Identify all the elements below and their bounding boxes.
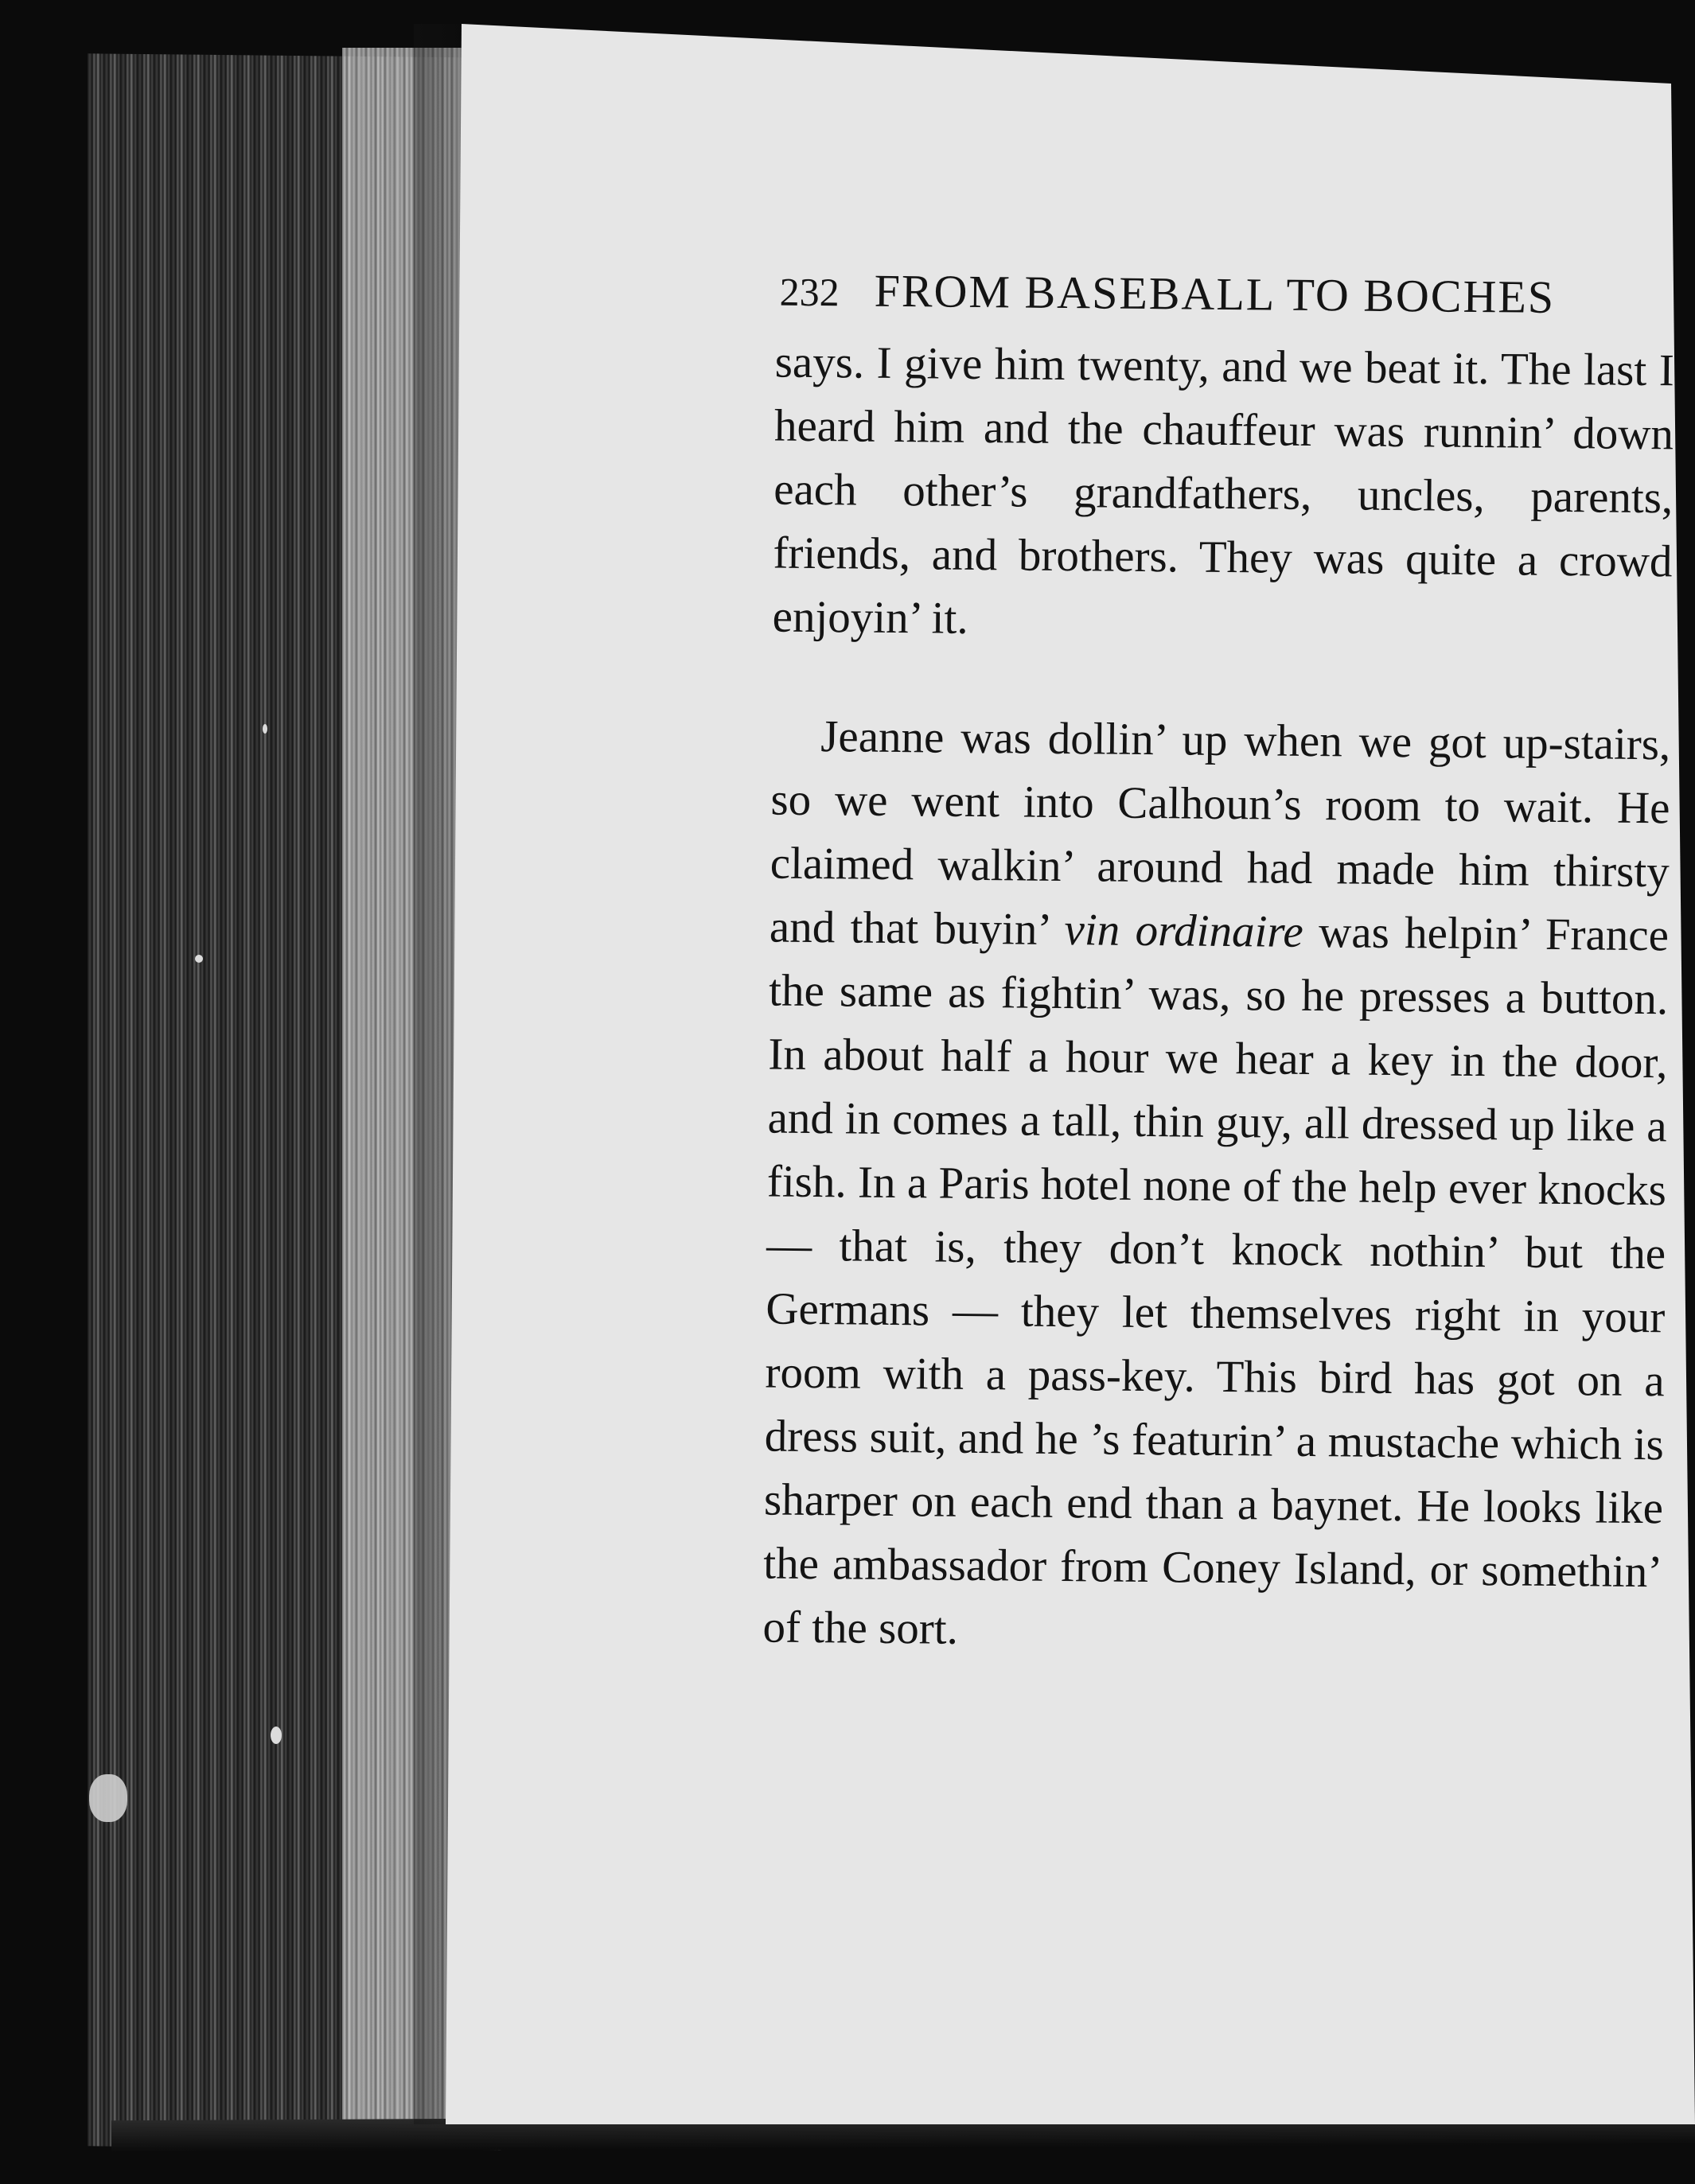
paper-blemish [89,1774,127,1822]
dust-speck [263,724,267,734]
paragraph-text: says. I give him twenty, and we beat it. The last I heard him and the chauffeur was runnin’ down each other’s grandfathers, uncles, parents, friends, and brothers. They was quite a crowd enjoyin’ it. [772,337,1675,644]
paragraph-text: Jeanne was dollin’ up when we got up-stairs, so we went into Calhoun’s room to wait. He claimed walkin’ around had made him thirsty and that buyin’ [769,711,1671,956]
page-text-block [719,263,1675,1668]
italic-phrase: vin ordinaire [1064,905,1304,957]
dust-speck [271,1727,282,1744]
book-title-header: FROM BASEBALL TO BOCHES [874,264,1556,323]
dust-speck [195,955,203,963]
paragraph-text: was helpin’ France the same as fightin’ was, so he presses a button. In about half a hour we hear a key in the door, and in comes a tall, thin guy, all dressed up like a fish. In a Paris hotel none of the help ever knocks — that is, they don’t knock nothin’ but the Germans — they let themselves right in your room with a pass-key. This bird has got on a dress suit, and he ’s featurin’ a mustache which is sharper on each end than a baynet. He looks like the ambassador from Coney Island, or somethin’ of the sort. [762,906,1670,1654]
running-head [779,263,1671,325]
paragraph-1 [772,331,1674,658]
paragraph-2 [762,705,1670,1668]
page-number: 232 [779,269,840,315]
